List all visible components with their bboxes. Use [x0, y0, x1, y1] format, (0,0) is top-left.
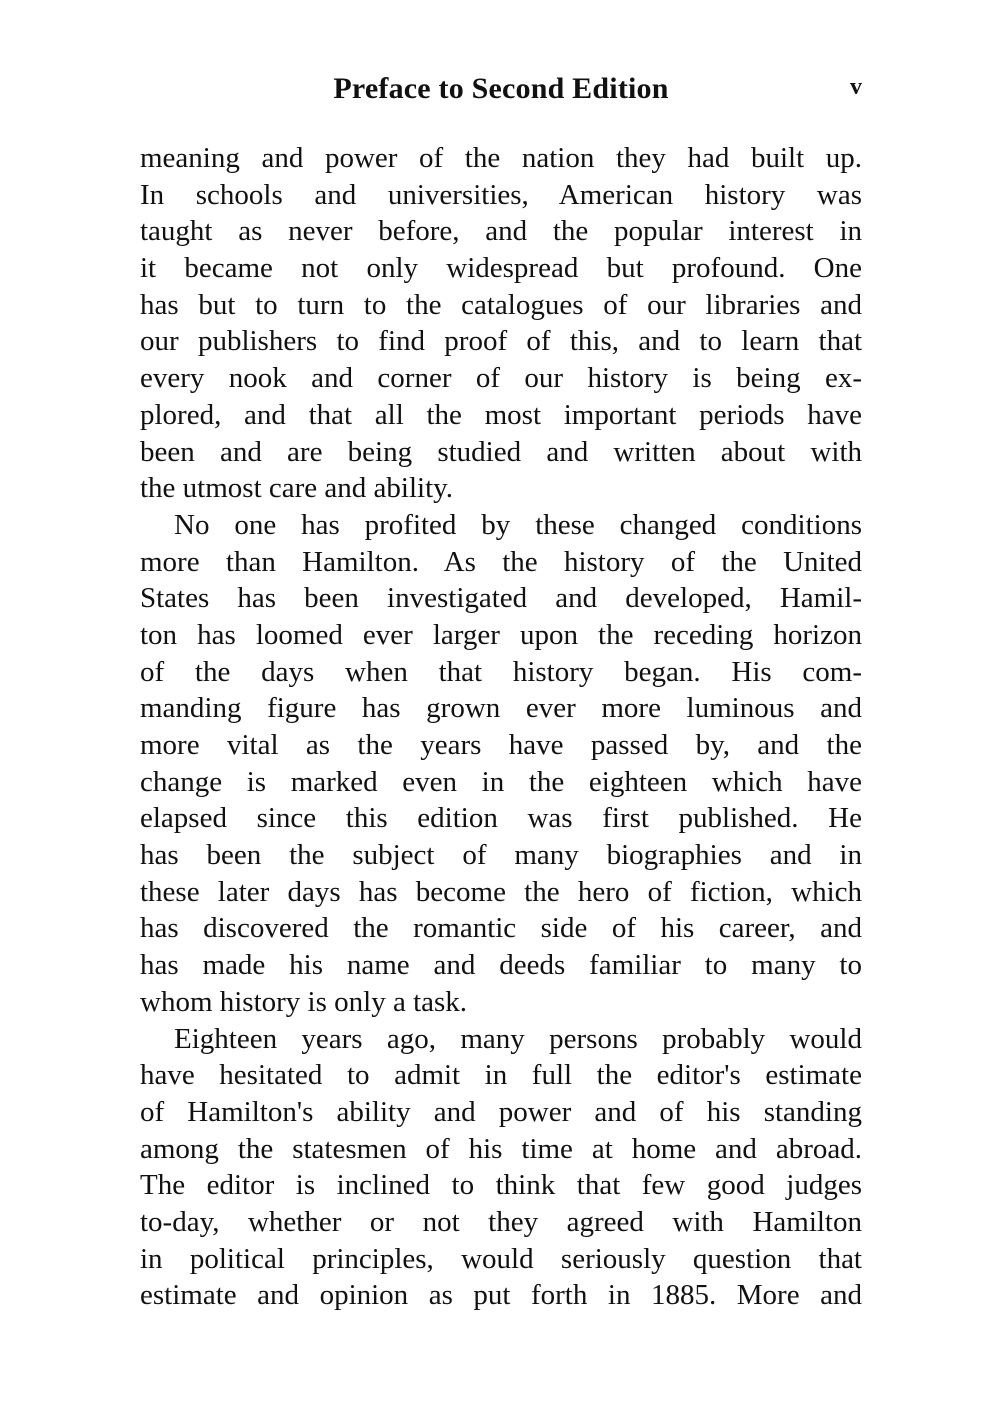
text-line: has been the subject of many biographies and in [140, 839, 862, 872]
text-line: been and are being studied and written about with [140, 435, 862, 468]
text-line: among the statesmen of his time at home and abroad. [140, 1132, 862, 1165]
text-line: it became not only widespread but profound. One [140, 252, 862, 285]
page-number: v [850, 74, 862, 100]
text-line: meaning and power of the nation they had built up. [140, 142, 862, 174]
text-line: whom history is only a task. [140, 985, 468, 1018]
text-line: has but to turn to the catalogues of our libraries and [140, 288, 862, 321]
text-line: our publishers to find proof of this, and to learn that [140, 325, 862, 358]
running-title: Preface to Second Edition [333, 72, 669, 105]
text-line: States has been investigated and developed, Hamil- [140, 582, 862, 615]
text-line: in political principles, would seriously question that [140, 1242, 862, 1275]
text-line: more vital as the years have passed by, and the [140, 729, 862, 761]
text-line: of the days when that history began. His com- [140, 655, 862, 688]
text-line: to-day, whether or not they agreed with Hamilton [140, 1205, 862, 1238]
text-line: elapsed since this edition was first published. He [140, 802, 862, 835]
text-line: estimate and opinion as put forth in 1885. More and [140, 1279, 862, 1312]
text-line: these later days has become the hero of fiction, which [140, 875, 862, 908]
text-line: plored, and that all the most important periods have [140, 398, 862, 431]
text-line: manding figure has grown ever more luminous and [140, 692, 862, 725]
text-line: change is marked even in the eighteen which have [140, 765, 862, 798]
text-line: more than Hamilton. As the history of the United [140, 545, 862, 578]
text-line: has made his name and deeds familiar to many to [140, 949, 862, 982]
text-line: taught as never before, and the popular interest in [140, 215, 862, 248]
text-line: The editor is inclined to think that few good judges [140, 1169, 862, 1202]
body-text [140, 140, 862, 1314]
running-head [140, 72, 862, 112]
text-line: of Hamilton's ability and power and of his standing [140, 1095, 862, 1128]
paragraph-first-line: Eighteen years ago, many persons probably would [174, 1022, 862, 1055]
text-line: the utmost care and ability. [140, 472, 453, 505]
text-line: ton has loomed ever larger upon the receding horizon [140, 618, 862, 651]
text-line: has discovered the romantic side of his career, and [140, 912, 862, 945]
text-line: every nook and corner of our history is being ex- [140, 362, 862, 395]
text-line: In schools and universities, American history was [140, 178, 862, 211]
paragraph-first-line: No one has profited by these changed conditions [174, 508, 862, 541]
text-line: have hesitated to admit in full the editor's estimate [140, 1059, 862, 1092]
